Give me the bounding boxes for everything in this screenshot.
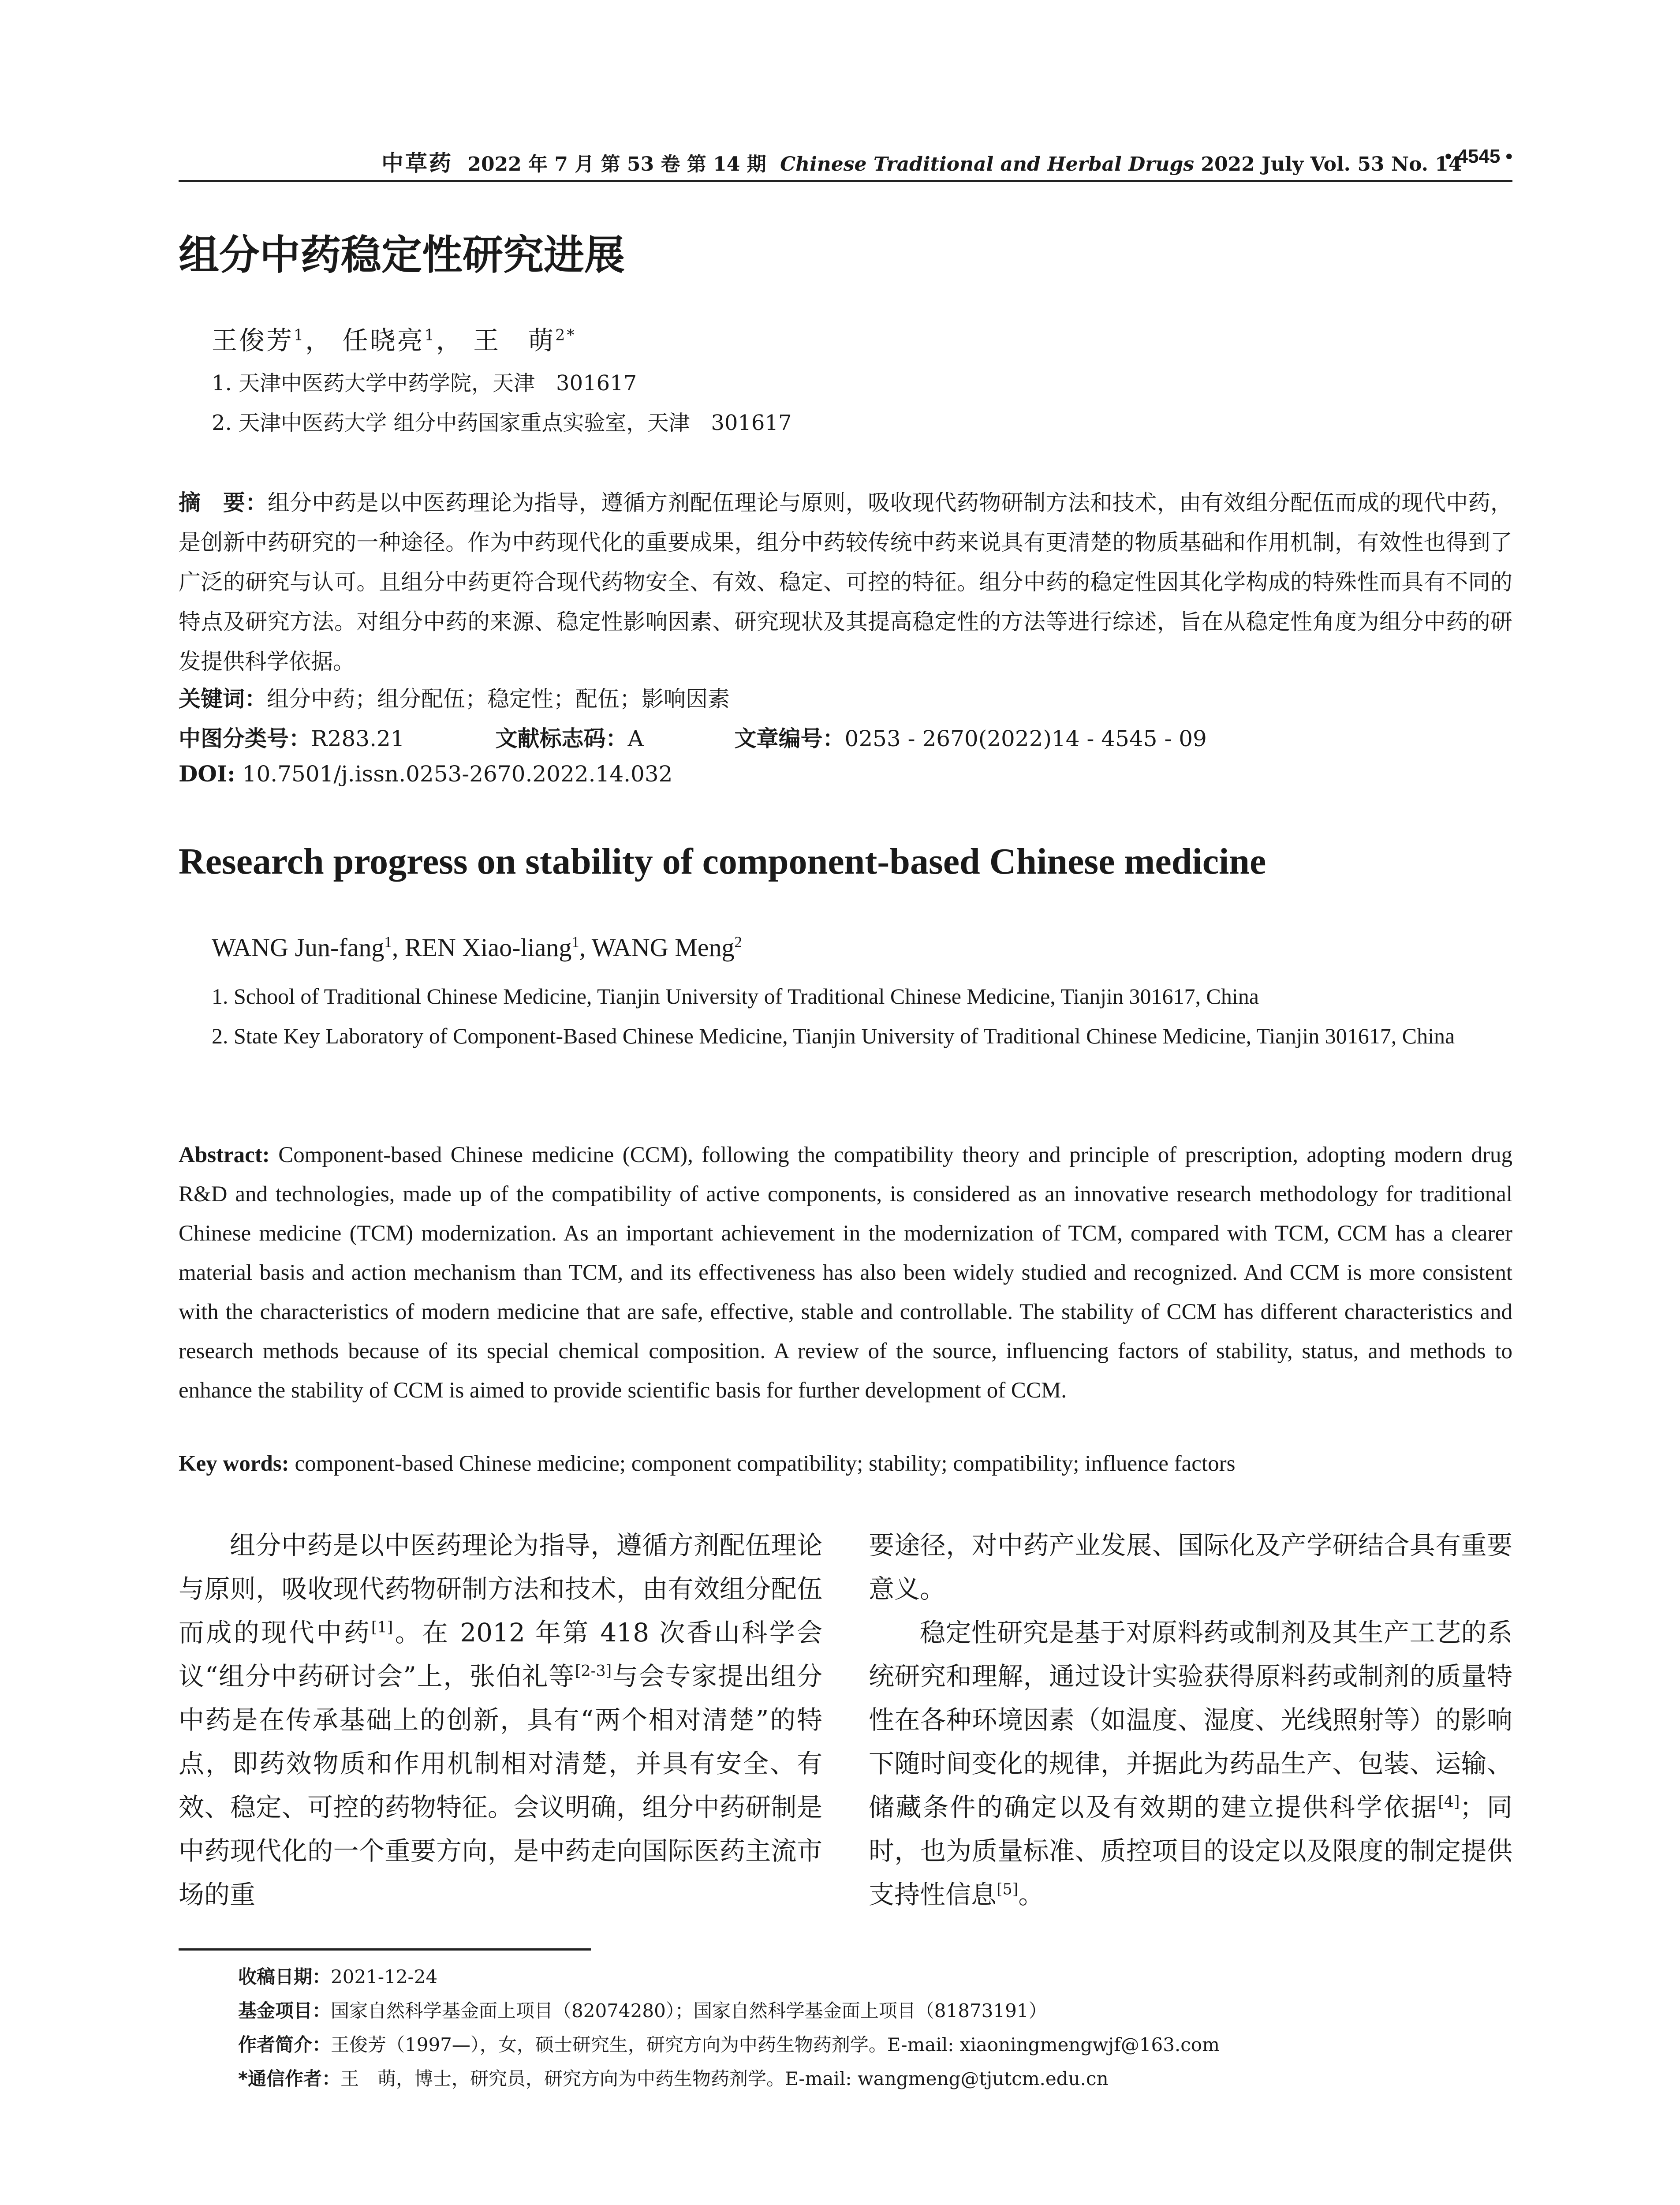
doi-label: DOI: (179, 761, 235, 787)
citation-ref[interactable]: [4] (1438, 1793, 1460, 1811)
footnote-text: 王俊芳（1997—），女，硕士研究生，研究方向为中药生物药剂学。E-mail: xiaoningmengwjf@163.com (331, 2034, 1220, 2056)
title-en: Research progress on stability of component-based Chinese medicine (179, 841, 1266, 882)
body-text: 组分中药是以中医药理论为指导，遵循方剂配伍理论与原则，吸收现代药物研制方法和技术，由有效组分配伍而成的现代中药 (179, 1530, 822, 1648)
issue-en: 2022 July Vol. 53 No. 14 (1201, 153, 1462, 176)
author-affil-mark: 1 (424, 326, 436, 344)
running-header (179, 140, 1512, 182)
citation-ref[interactable]: [2-3] (575, 1662, 612, 1680)
authors-cn: 王俊芳$^1$， 任晓亮$^1$， 王 萌$^{2*}$ (212, 325, 576, 355)
author-affil-mark: 1 (384, 933, 392, 951)
author-name: 任晓亮 (342, 325, 425, 355)
article-no-value: 0253 - 2670(2022)14 - 4545 - 09 (844, 726, 1207, 751)
body-text: 。 (1018, 1880, 1044, 1910)
doc-code-value: A (627, 726, 644, 751)
body-column-left (179, 1524, 822, 1917)
doi-value[interactable]: 10.7501/j.issn.0253-2670.2022.14.032 (242, 761, 673, 787)
abstract-en-text: Component-based Chinese medicine (CCM), following the compatibility theory and principle of prescription, adopting modern drug R&D and technologies, made up of the compatibility of active components, is considered as an innovative research methodology for traditional Chinese medicine (TCM) modernization. As an important achievement in the modernization of TCM, compared with TCM, CCM has a clearer material basis and action mechanism than TCM, and its effectiveness has also been widely studied and recognized. And CCM is more consistent with the characteristics of modern medicine that are safe, effective, stable and controllable. The stability of CCM has different characteristics and research methods because of its special chemical composition. A review of the source, influencing factors of stability, status, and methods to enhance the stability of CCM is aimed to provide scientific basis for further development of CCM. (179, 1143, 1512, 1403)
footnote-author-bio (238, 2030, 1220, 2057)
footnote-label: 收稿日期： (238, 1966, 331, 1988)
authors-en: WANG Jun-fang$^1$, REN Xiao-liang$^1$, WANG Meng$^2$ (212, 933, 742, 962)
author-affil-mark: 1 (571, 933, 579, 951)
footnote-label: 基金项目： (238, 2000, 331, 2022)
article-no-label: 文章编号： (734, 726, 845, 751)
body-text: 。在 2012 年第 418 次香山科学会议“组分中药研讨会”上，张伯礼等 (179, 1618, 822, 1691)
issue-cn: 2022 年 7 月 第 53 卷 第 14 期 (467, 153, 766, 176)
abstract-en (179, 1136, 1512, 1410)
footnote-corresponding (238, 2064, 1109, 2091)
author-name: 王 萌 (473, 325, 556, 355)
affiliation-cn-1: 1. 天津中医药大学中药学院，天津 301617 (212, 371, 637, 396)
citation-ref[interactable]: [5] (997, 1880, 1019, 1899)
affiliation-en-1: 1. School of Traditional Chinese Medicine, Tianjin University of Traditional Chinese Medicine, Tianjin 301617, China (212, 984, 1259, 1009)
body-column-right (869, 1524, 1512, 1917)
clc-value: R283.21 (311, 726, 405, 751)
footnote-divider (179, 1948, 591, 1951)
author-affil-mark: 2 (734, 933, 742, 951)
keywords-cn-text: 组分中药；组分配伍；稳定性；配伍；影响因素 (267, 686, 730, 712)
body-text: ；同时，也为质量标准、质控项目的设定以及限度的制定提供支持性信息 (869, 1792, 1512, 1910)
journal-masthead: 中草药 (381, 150, 453, 176)
author-name-en: WANG Jun-fang (212, 933, 385, 962)
header-citation (381, 146, 1462, 177)
author-name: 王俊芳 (212, 325, 294, 355)
footnote-text: 2021-12-24 (331, 1966, 438, 1988)
body-text: 与会专家提出组分中药是在传承基础上的创新，具有“两个相对清楚”的特点，即药效物质和作用机制相对清楚，并具有安全、有效、稳定、可控的药物特征。会议明确，组分中药研制是中药现代化的一个重要方向，是中药走向国际医药主流市场的重 (179, 1661, 822, 1910)
keywords-en-text: component-based Chinese medicine; component compatibility; stability; compatibility; influence factors (295, 1451, 1236, 1476)
abstract-cn (179, 483, 1512, 681)
doi-line (179, 761, 672, 787)
footnote-text: 王 萌，博士，研究员，研究方向为中药生物药剂学。E-mail: wangmeng@tjutcm.edu.cn (340, 2068, 1109, 2089)
author-affil-mark: 2* (555, 326, 576, 344)
keywords-cn-label: 关键词： (179, 686, 267, 712)
affiliation-en-2: 2. State Key Laboratory of Component-Based Chinese Medicine, Tianjin University of Traditional Chinese Medicine, Tianjin 301617, China (212, 1024, 1455, 1048)
footnote-text: 国家自然科学基金面上项目（82074280）；国家自然科学基金面上项目（81873191） (331, 2000, 1047, 2022)
keywords-en-label: Key words: (179, 1451, 289, 1476)
footnote-label: *通信作者： (238, 2068, 340, 2089)
author-affil-mark: 1 (294, 326, 306, 344)
title-cn: 组分中药稳定性研究进展 (179, 232, 625, 279)
body-paragraph (869, 1611, 1512, 1917)
author-name-en: REN Xiao-liang (404, 933, 572, 962)
citation-ref[interactable]: [1] (371, 1618, 393, 1637)
footnote-received (238, 1962, 437, 1989)
footnote-label: 作者简介： (238, 2034, 331, 2056)
body-text: 稳定性研究是基于对原料药或制剂及其生产工艺的系统研究和理解，通过设计实验获得原料药或制剂的质量特性在各种环境因素（如温度、湿度、光线照射等）的影响下随时间变化的规律，并据此为药品生产、包装、运输、储藏条件的确定以及有效期的建立提供科学依据 (869, 1618, 1512, 1822)
abstract-en-label: Abstract: (179, 1143, 270, 1167)
abstract-cn-text: 组分中药是以中医药理论为指导，遵循方剂配伍理论与原则，吸收现代药物研制方法和技术，由有效组分配伍而成的现代中药，是创新中药研究的一种途径。作为中药现代化的重要成果，组分中药较传统中药来说具有更清楚的物质基础和作用机制，有效性也得到了广泛的研究与认可。且组分中药更符合现代药物安全、有效、稳定、可控的特征。组分中药的稳定性因其化学构成的特殊性而具有不同的特点及研究方法。对组分中药的来源、稳定性影响因素、研究现状及其提高稳定性的方法等进行综述，旨在从稳定性角度为组分中药的研发提供科学依据。 (179, 490, 1513, 674)
body-paragraph (179, 1524, 822, 1917)
body-paragraph-continued: 要途径，对中药产业发展、国际化及产学研结合具有重要意义。 (869, 1530, 1512, 1604)
footnote-fund (238, 1996, 1047, 2023)
keywords-en (179, 1451, 1512, 1476)
author-name-en: WANG Meng (591, 933, 735, 962)
page-number: • 4545 • (1445, 146, 1512, 167)
affiliation-cn-2: 2. 天津中医药大学 组分中药国家重点实验室，天津 301617 (212, 411, 792, 435)
keywords-cn (179, 681, 730, 713)
clc-label: 中图分类号： (179, 726, 311, 751)
journal-name-en: Chinese Traditional and Herbal Drugs (780, 153, 1194, 176)
doc-code-label: 文献标志码： (495, 726, 628, 751)
abstract-cn-label: 摘 要： (179, 490, 268, 516)
classification-line (179, 721, 1207, 753)
